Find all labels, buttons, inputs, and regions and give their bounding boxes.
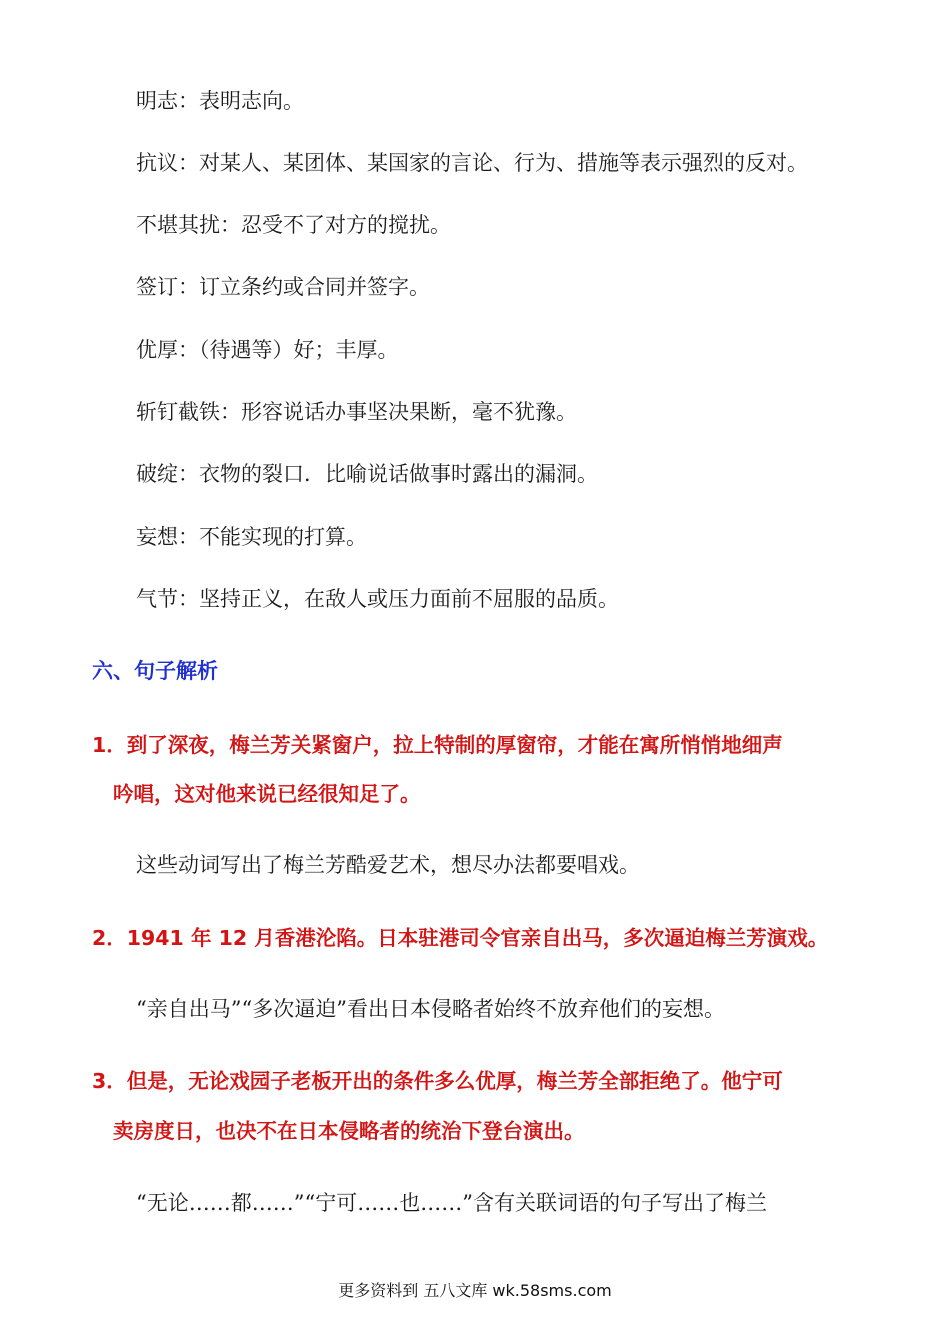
definition-item: 妄想：不能实现的打算。 — [136, 525, 367, 549]
sentence-2-line-1: 2．1941 年 12 月香港沦陷。日本驻港司令官亲自出马，多次逼迫梅兰芳演戏。 — [92, 926, 829, 950]
sentence-3-line-1: 3．但是，无论戏园子老板开出的条件多么优厚，梅兰芳全部拒绝了。他宁可 — [92, 1069, 783, 1093]
sentence-3-analysis: “无论……都……”“宁可……也……”含有关联词语的句子写出了梅兰 — [136, 1191, 767, 1215]
sentence-1-line-2: 吟唱，这对他来说已经很知足了。 — [113, 782, 421, 806]
sentence-1-analysis: 这些动词写出了梅兰芳酷爱艺术，想尽办法都要唱戏。 — [136, 853, 640, 877]
definition-item: 优厚：（待遇等）好；丰厚。 — [136, 338, 399, 362]
definition-item: 签订：订立条约或合同并签字。 — [136, 275, 430, 299]
sentence-3-line-2: 卖房度日，也决不在日本侵略者的统治下登台演出。 — [113, 1119, 585, 1143]
definition-item: 斩钉截铁：形容说话办事坚决果断，毫不犹豫。 — [136, 400, 577, 424]
definition-item: 不堪其扰：忍受不了对方的搅扰。 — [136, 213, 451, 237]
definition-item: 明志：表明志向。 — [136, 89, 304, 113]
definition-item: 气节：坚持正义，在敌人或压力面前不屈服的品质。 — [136, 587, 619, 611]
footer-note: 更多资料到 五八文库 wk.58sms.com — [338, 1281, 612, 1300]
sentence-1-line-1: 1．到了深夜，梅兰芳关紧窗户，拉上特制的厚窗帘，才能在寓所悄悄地细声 — [92, 733, 783, 757]
section-heading: 六、句子解析 — [92, 659, 218, 683]
definition-item: 抗议：对某人、某团体、某国家的言论、行为、措施等表示强烈的反对。 — [136, 151, 808, 175]
definition-item: 破绽：衣物的裂口．比喻说话做事时露出的漏洞。 — [136, 462, 598, 486]
sentence-2-analysis: “亲自出马”“多次逼迫”看出日本侵略者始终不放弃他们的妄想。 — [136, 997, 725, 1021]
